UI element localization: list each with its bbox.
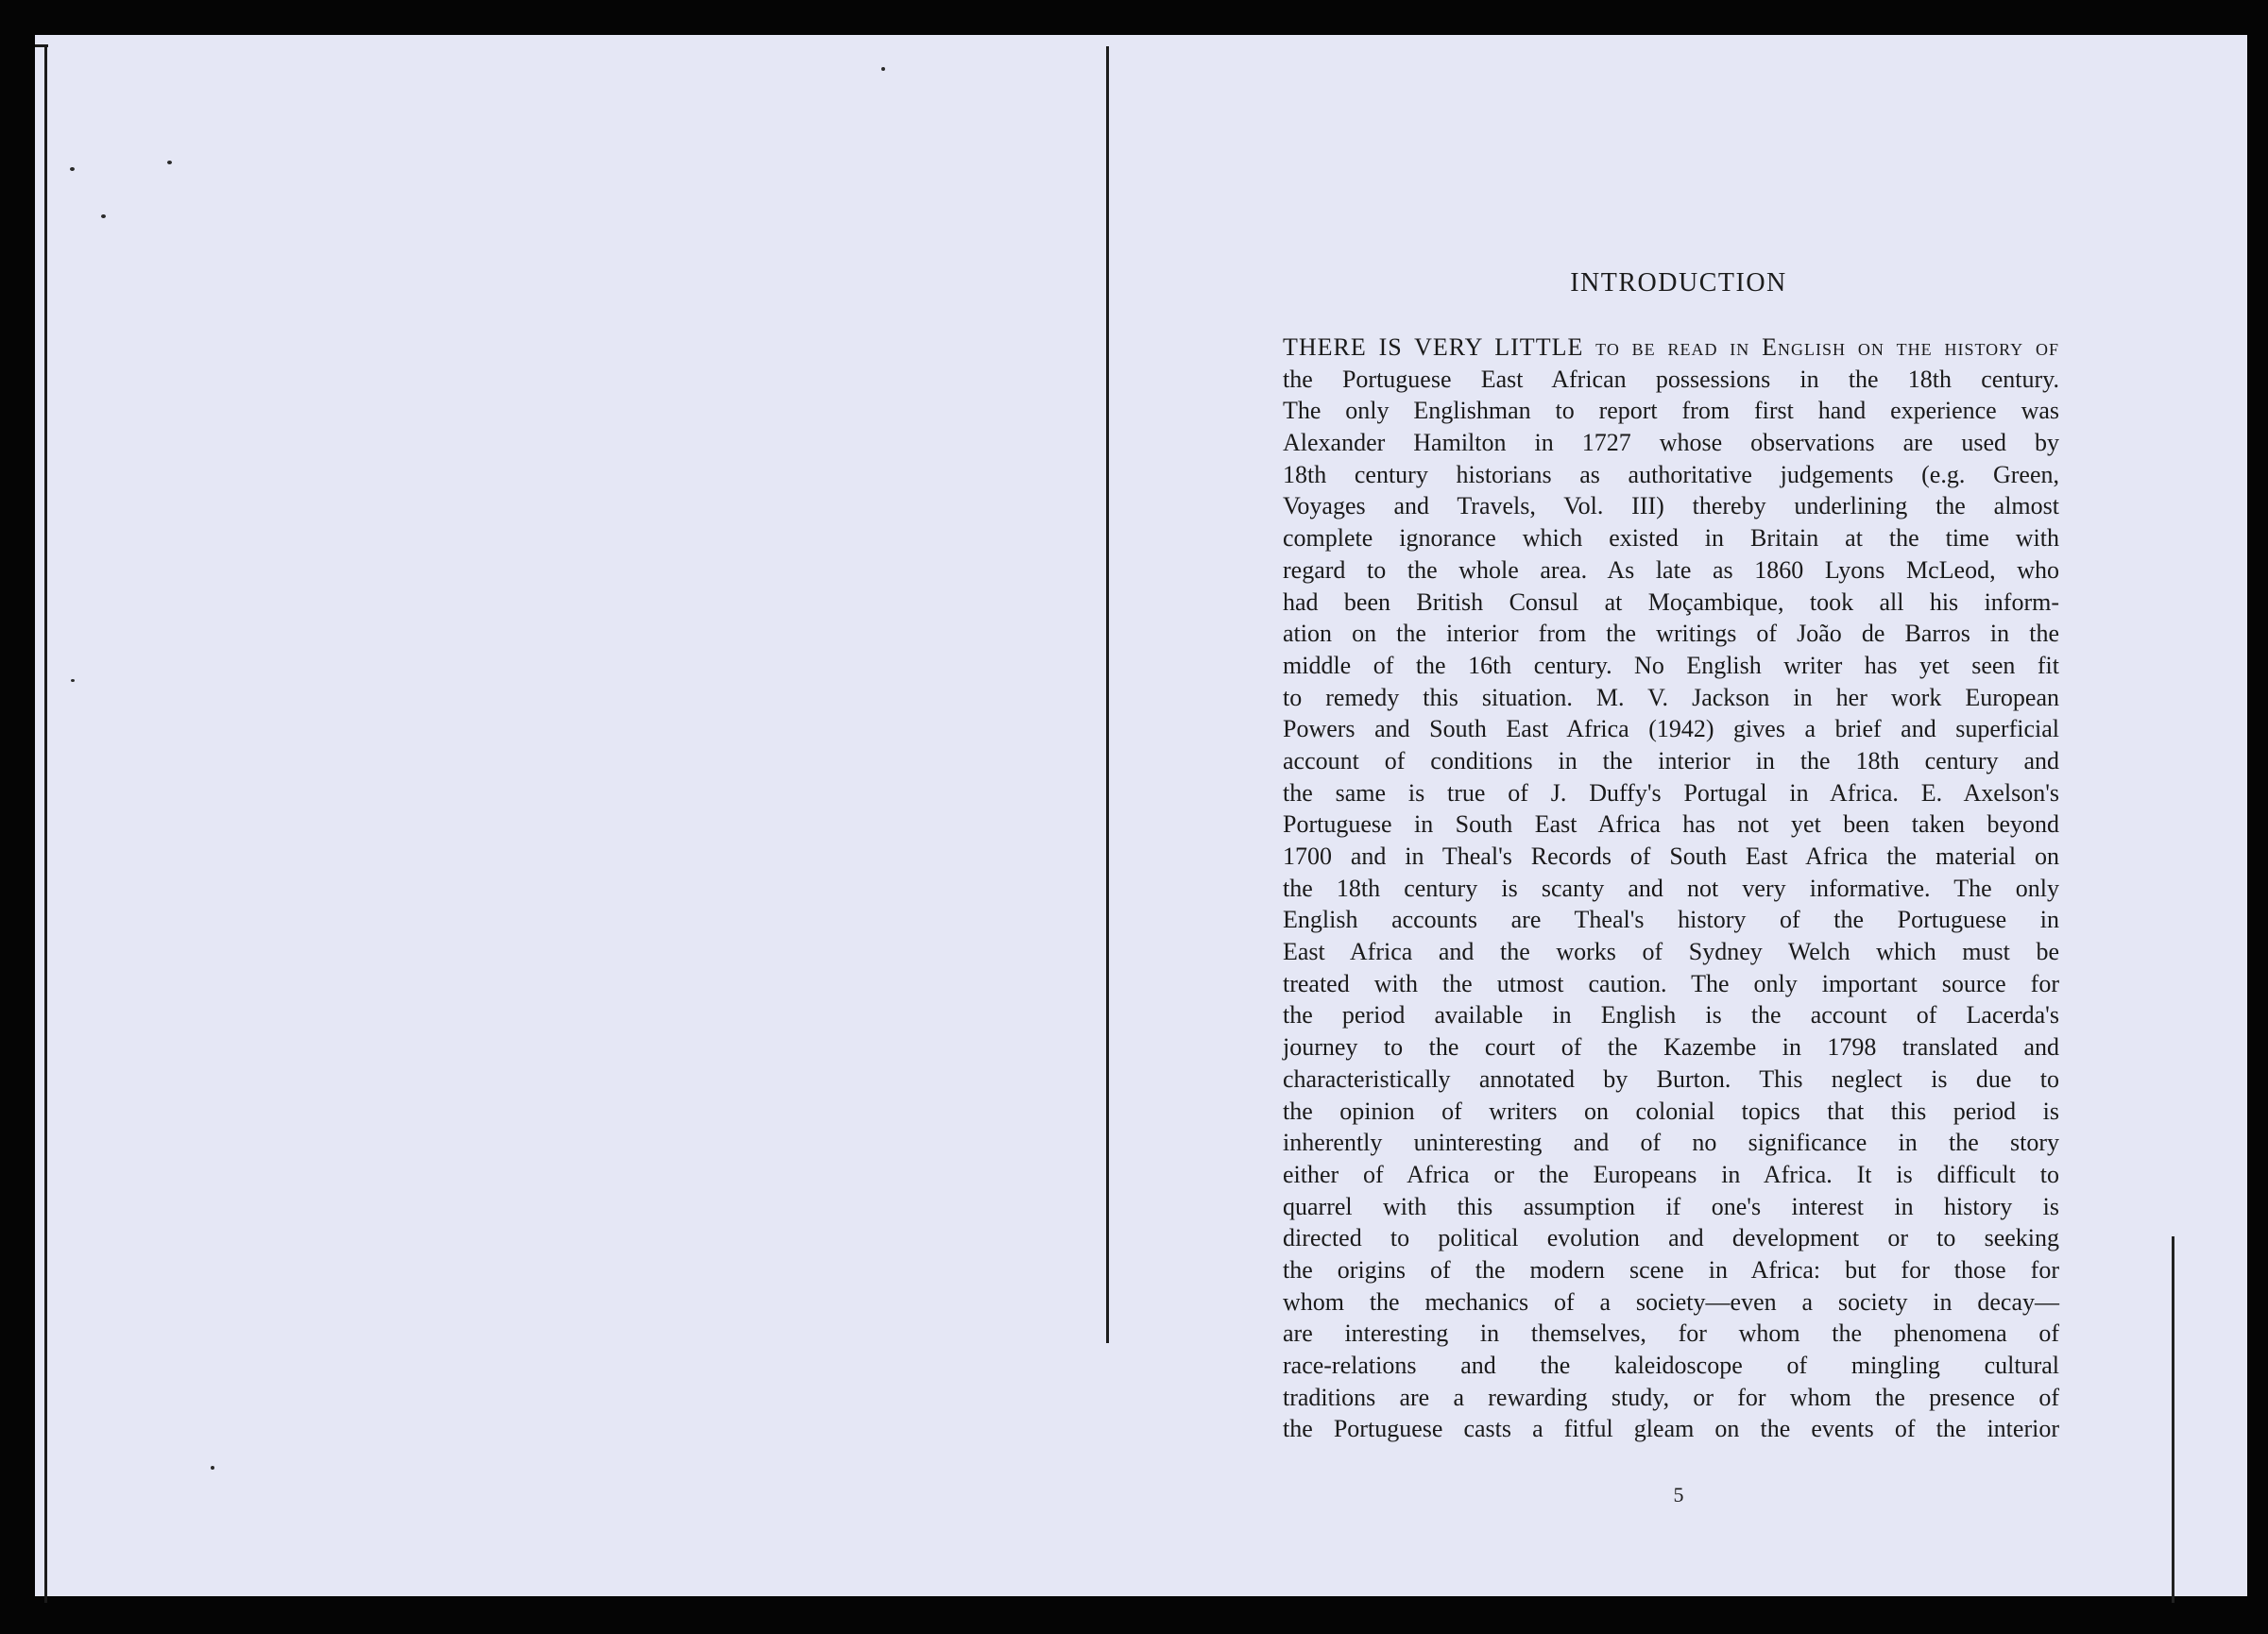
text-line: the same is true of J. Duffy's Portugal in Africa. E. Axelson's bbox=[1283, 778, 2059, 807]
text-line: quarrel with this assumption if one's interest in history is bbox=[1283, 1192, 2059, 1220]
right-page bbox=[1110, 35, 2247, 1596]
text-line: THERE IS VERY LITTLE to be read in English on the history of bbox=[1283, 333, 2059, 361]
speck-mark bbox=[881, 67, 885, 71]
text-line: Powers and South East Africa (1942) gives a brief and superficial bbox=[1283, 715, 2059, 743]
text-line: 18th century historians as authoritative judgements (e.g. Green, bbox=[1283, 460, 2059, 488]
page-number: 5 bbox=[1673, 1483, 1684, 1506]
spine-fold-line bbox=[1106, 46, 1109, 1364]
text-line: race-relations and the kaleidoscope of mingling cultural bbox=[1283, 1352, 2059, 1379]
text-line: The only Englishman to report from first hand experience was bbox=[1283, 397, 2059, 425]
text-line: either of Africa or the Europeans in Africa. It is difficult to bbox=[1283, 1160, 2059, 1188]
text-line: ation on the interior from the writings of João de Barros in the bbox=[1283, 620, 2059, 648]
text-line: characteristically annotated by Burton. This neglect is due to bbox=[1283, 1064, 2059, 1093]
text-line: journey to the court of the Kazembe in 1798 translated and bbox=[1283, 1033, 2059, 1062]
text-line: the Portuguese casts a fitful gleam on the events of the interior bbox=[1283, 1415, 2059, 1443]
text-line: the opinion of writers on colonial topics that this period is bbox=[1283, 1097, 2059, 1125]
text-line: to remedy this situation. M. V. Jackson in her work European bbox=[1283, 683, 2059, 711]
spine-fold-gap bbox=[1106, 1343, 1109, 1371]
text-line: account of conditions in the interior in the 18th century and bbox=[1283, 746, 2059, 774]
text-line: are interesting in themselves, for whom the phenomena of bbox=[1283, 1319, 2059, 1348]
text-line: the 18th century is scanty and not very informative. The only bbox=[1283, 874, 2059, 902]
text-line: treated with the utmost caution. The only important source for bbox=[1283, 969, 2059, 997]
text-line: the Portuguese East African possessions in the 18th century. bbox=[1283, 365, 2059, 393]
page-heading: INTRODUCTION bbox=[1570, 268, 1787, 298]
text-line: the period available in English is the account of Lacerda's bbox=[1283, 1001, 2059, 1030]
text-line: complete ignorance which existed in Britain at the time with bbox=[1283, 524, 2059, 553]
text-line: the origins of the modern scene in Africa: but for those for bbox=[1283, 1255, 2059, 1284]
text-line: directed to political evolution and development or to seeking bbox=[1283, 1224, 2059, 1252]
speck-mark bbox=[101, 214, 106, 218]
body-paragraph bbox=[1283, 332, 2059, 1445]
book-spread bbox=[35, 35, 2247, 1596]
text-line: Voyages and Travels, Vol. III) thereby underlining the almost bbox=[1283, 492, 2059, 520]
text-line: regard to the whole area. As late as 1860 Lyons McLeod, who bbox=[1283, 555, 2059, 584]
text-line: English accounts are Theal's history of the Portuguese in bbox=[1283, 906, 2059, 934]
speck-mark bbox=[70, 167, 75, 171]
text-line: Portuguese in South East Africa has not yet been taken beyond bbox=[1283, 810, 2059, 839]
text-line: traditions are a rewarding study, or for whom the presence of bbox=[1283, 1383, 2059, 1411]
text-line: whom the mechanics of a society—even a society in decay— bbox=[1283, 1287, 2059, 1316]
text-line: East Africa and the works of Sydney Welch which must be bbox=[1283, 938, 2059, 966]
text-line: 1700 and in Theal's Records of South East Africa the material on bbox=[1283, 843, 2059, 870]
text-line: inherently uninteresting and of no significance in the story bbox=[1283, 1129, 2059, 1157]
speck-mark bbox=[71, 679, 75, 682]
text-line: middle of the 16th century. No English writer has yet seen fit bbox=[1283, 651, 2059, 679]
text-line: had been British Consul at Moçambique, took all his inform- bbox=[1283, 587, 2059, 616]
left-page-edge bbox=[44, 44, 47, 1603]
text-line: Alexander Hamilton in 1727 whose observations are used by bbox=[1283, 429, 2059, 457]
left-page-blank bbox=[35, 35, 1110, 1596]
speck-mark bbox=[211, 1466, 214, 1470]
speck-mark bbox=[167, 161, 172, 164]
